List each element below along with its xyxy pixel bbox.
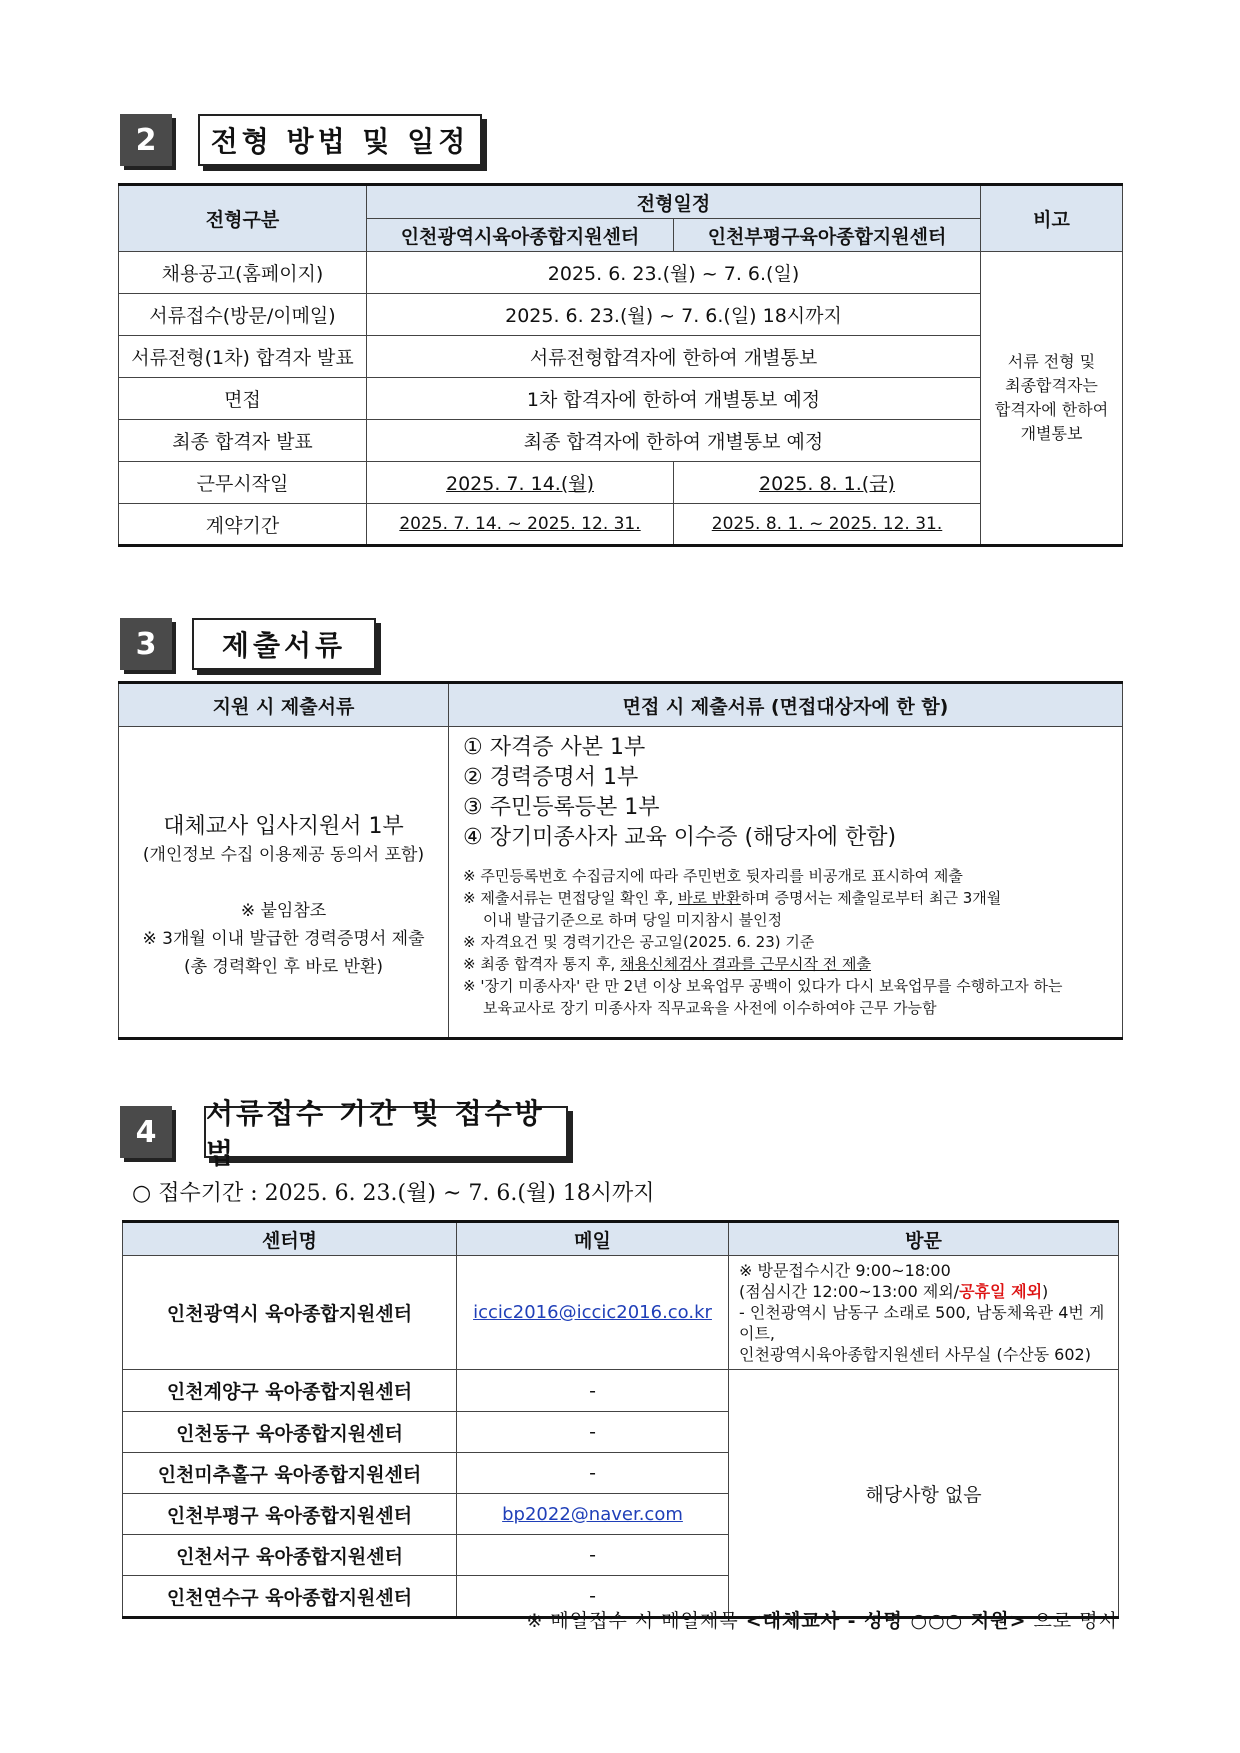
section-title: 서류접수 기간 및 접수방법 (204, 1106, 568, 1158)
section-title: 전형 방법 및 일정 (198, 114, 482, 166)
center-mail: - (457, 1453, 729, 1494)
footer-note (526, 1606, 1118, 1633)
section-title: 제출서류 (192, 618, 376, 670)
center-mail: - (457, 1370, 729, 1412)
row-value: 서류전형합격자에 한하여 개별통보 (367, 336, 981, 378)
row-label: 채용공고(홈페이지) (119, 252, 367, 294)
row-label: 최종 합격자 발표 (119, 420, 367, 462)
section-number: 2 (120, 114, 172, 166)
apply-note: (총 경력확인 후 바로 반환) (183, 957, 384, 977)
start-date-a: 2025. 7. 14.(월) (367, 462, 674, 504)
section-4-header (120, 1097, 580, 1170)
documents-table (118, 681, 1123, 1040)
note: 보육교사로 장기 미종사자 직무교육을 사전에 이수하여야 근무 가능함 (483, 999, 937, 1017)
center-name: 인천부평구 육아종합지원센터 (123, 1494, 457, 1535)
section-3-header (120, 618, 390, 670)
apply-docs-cell (119, 727, 449, 1039)
doc-list (463, 733, 1108, 853)
remarks-cell (981, 252, 1123, 546)
visit-line: 인천광역시육아종합지원센터 사무실 (수산동 602) (739, 1345, 1091, 1364)
row-value: 최종 합격자에 한하여 개별통보 예정 (367, 420, 981, 462)
row-label: 서류접수(방문/이메일) (119, 294, 367, 336)
contract-label: 계약기간 (119, 504, 367, 546)
start-date-b: 2025. 8. 1.(금) (674, 462, 981, 504)
contract-a: 2025. 7. 14. ~ 2025. 12. 31. (367, 504, 674, 546)
application-period: ○ 접수기간 : 2025. 6. 23.(월) ~ 7. 6.(월) 18시까지 (132, 1181, 655, 1206)
center-name: 인천동구 육아종합지원센터 (123, 1412, 457, 1453)
note: ※ 자격요건 및 경력기간은 공고일(2025. 6. 23) 기준 (463, 933, 815, 951)
header-remarks: 비고 (981, 185, 1123, 252)
apply-note-title: ※ 붙임참조 (240, 901, 327, 921)
row-value: 2025. 6. 23.(월) ~ 7. 6.(일) 18시까지 (367, 294, 981, 336)
apply-note: ※ 3개월 이내 발급한 경력증명서 제출 (142, 929, 425, 949)
center-mail-link[interactable]: bp2022@naver.com (457, 1494, 729, 1535)
note: ※ 주민등록번호 수집금지에 따라 주민번호 뒷자리를 비공개로 표시하여 제출 (463, 867, 963, 885)
row-value: 1차 합격자에 한하여 개별통보 예정 (367, 378, 981, 420)
visit-line: - 인천광역시 남동구 소래로 500, 남동체육관 4번 게이트, (739, 1303, 1105, 1343)
doc-item: ① 자격증 사본 1부 (463, 735, 646, 760)
remark-line: 합격자에 한하여 (994, 400, 1109, 419)
header-visit: 방문 (729, 1222, 1119, 1256)
doc-item: ④ 장기미종사자 교육 이수증 (해당자에 한함) (463, 825, 897, 850)
section-number: 3 (120, 618, 172, 670)
start-date-label: 근무시작일 (119, 462, 367, 504)
center-name: 인천미추홀구 육아종합지원센터 (123, 1453, 457, 1494)
center-mail: - (457, 1535, 729, 1576)
center-name: 인천계양구 육아종합지원센터 (123, 1370, 457, 1412)
apply-doc-main: 대체교사 입사지원서 1부 (163, 814, 404, 839)
note: ※ 최종 합격자 통지 후, 채용신체검사 결과를 근무시작 전 제출 (463, 955, 872, 973)
footer-note-pre: ※ 메일접수 시 메일제목 (526, 1610, 746, 1632)
apply-doc-sub: (개인정보 수집 이용제공 동의서 포함) (142, 845, 425, 865)
interview-docs-cell (449, 727, 1123, 1039)
center-mail: - (457, 1576, 729, 1618)
footer-note-post: 으로 명시 (1026, 1610, 1118, 1632)
center-name: 인천연수구 육아종합지원센터 (123, 1576, 457, 1618)
note: ※ 제출서류는 면접당일 확인 후, 바로 반환하며 증명서는 제출일로부터 최근 3개월 (463, 889, 1002, 907)
schedule-table (118, 183, 1123, 547)
remark-line: 최종합격자는 (1005, 376, 1098, 395)
doc-item: ③ 주민등록등본 1부 (463, 795, 660, 820)
header-apply-docs: 지원 시 제출서류 (119, 683, 449, 727)
visit-line: ※ 방문접수시간 9:00~18:00 (739, 1261, 951, 1280)
footer-note-title: <대체교사 - 성명 ○○○ 지원> (745, 1610, 1027, 1632)
visit-line: (점심시간 12:00~13:00 제외/공휴일 제외) (739, 1282, 1049, 1301)
submission-table (122, 1220, 1119, 1619)
header-center-b: 인천부평구육아종합지원센터 (674, 219, 981, 252)
header-center: 센터명 (123, 1222, 457, 1256)
note: ※ '장기 미종사자' 란 만 2년 이상 보육업무 공백이 있다가 다시 보육업무를 수행하고자 하는 (463, 977, 1063, 995)
visit-info (729, 1256, 1119, 1370)
note: 이내 발급기준으로 하며 당일 미지참시 불인정 (483, 911, 783, 929)
doc-item: ② 경력증명서 1부 (463, 765, 639, 790)
section-number: 4 (120, 1106, 172, 1158)
header-center-a: 인천광역시육아종합지원센터 (367, 219, 674, 252)
contract-b: 2025. 8. 1. ~ 2025. 12. 31. (674, 504, 981, 546)
header-category: 전형구분 (119, 185, 367, 252)
visit-none: 해당사항 없음 (729, 1370, 1119, 1618)
center-mail: - (457, 1412, 729, 1453)
center-name: 인천광역시 육아종합지원센터 (123, 1256, 457, 1370)
remark-line: 개별통보 (1020, 424, 1083, 443)
header-interview-docs: 면접 시 제출서류 (면접대상자에 한 함) (449, 683, 1123, 727)
section-2-header (120, 114, 490, 166)
center-mail-link[interactable]: iccic2016@iccic2016.co.kr (457, 1256, 729, 1370)
row-label: 면접 (119, 378, 367, 420)
row-value: 2025. 6. 23.(월) ~ 7. 6.(일) (367, 252, 981, 294)
note-list (463, 865, 1108, 1019)
center-name: 인천서구 육아종합지원센터 (123, 1535, 457, 1576)
remark-line: 서류 전형 및 (1007, 352, 1096, 371)
row-label: 서류전형(1차) 합격자 발표 (119, 336, 367, 378)
header-mail: 메일 (457, 1222, 729, 1256)
header-schedule: 전형일정 (367, 185, 981, 219)
